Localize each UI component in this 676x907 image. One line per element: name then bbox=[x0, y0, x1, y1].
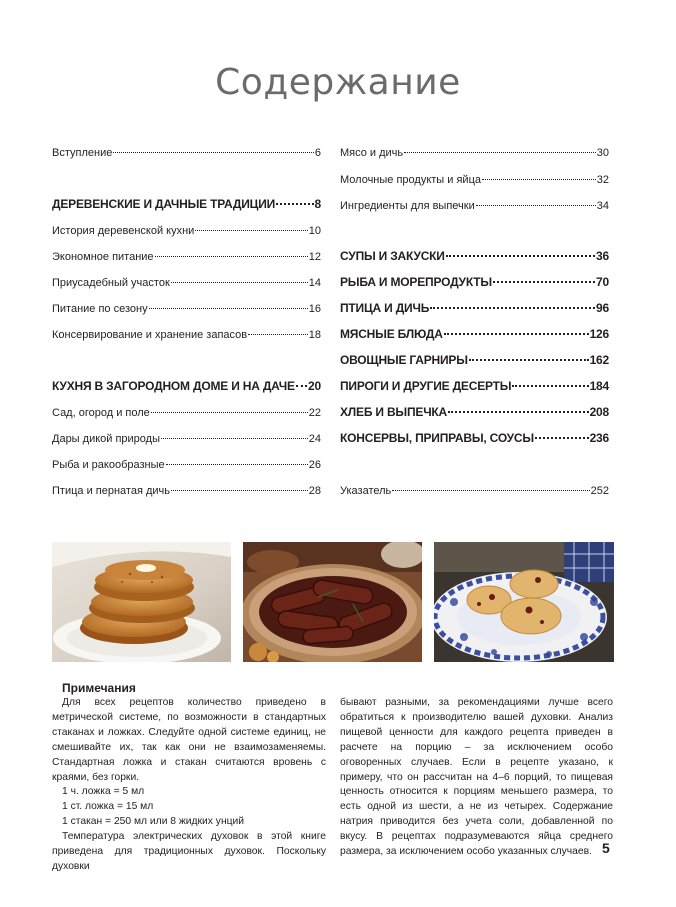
toc-entry-page: 96 bbox=[596, 301, 609, 315]
toc-section[interactable] bbox=[340, 352, 609, 368]
toc-entry-page: 28 bbox=[308, 485, 321, 497]
cookies-photo bbox=[434, 542, 614, 662]
toc-leader bbox=[161, 428, 308, 439]
toc-entry-label: История деревенской кухни bbox=[52, 225, 195, 237]
toc-entry-page: 252 bbox=[590, 485, 609, 497]
toc-section[interactable] bbox=[340, 378, 609, 394]
sausages-photo bbox=[243, 542, 422, 662]
toc-leader bbox=[446, 246, 595, 257]
toc-leader bbox=[469, 350, 589, 361]
toc-leader bbox=[392, 480, 589, 491]
notes-left-column bbox=[52, 696, 326, 875]
toc-entry-label: ПТИЦА И ДИЧЬ bbox=[340, 301, 430, 315]
toc-entry[interactable] bbox=[52, 327, 321, 343]
toc-section[interactable] bbox=[340, 326, 609, 342]
toc-entry-page: 26 bbox=[308, 459, 321, 471]
toc-leader bbox=[296, 376, 307, 387]
toc-leader bbox=[195, 220, 307, 231]
notes-paragraph: бывают разными, за рекомендациями лучше всего обратиться к производителю вашей духовки. Анализ пищевой ценности для каждого рецепта приведен в расчете на порцию – за исключением особо оговоренных случаев. Если в рецепте указано, к примеру, что он рассчитан на 4–6 порций, то пищевая ценность относится к порциям меньшего размера, то есть одной из шести, а не из четырех. Содержание натрия приводится без учета соли, добавленной по вкусу. В рецептах подразумеваются яйца среднего размера, за исключением особо указанных случаев. bbox=[340, 697, 613, 858]
toc-entry-page: 12 bbox=[308, 251, 321, 263]
toc-section[interactable] bbox=[340, 248, 609, 264]
notes-heading: Примечания bbox=[62, 681, 136, 695]
toc-leader bbox=[166, 454, 308, 465]
page-title: Содержание bbox=[215, 62, 461, 103]
toc-entry-page: 162 bbox=[589, 353, 609, 367]
toc-entry-page: 70 bbox=[596, 275, 609, 289]
toc-entry-label: Мясо и дичь bbox=[340, 147, 404, 159]
toc-entry-label: Экономное питание bbox=[52, 251, 154, 263]
toc-entry-page: 8 bbox=[314, 197, 321, 211]
toc-entry-label: Сад, огород и поле bbox=[52, 407, 150, 419]
notes-unit-line: 1 стакан = 250 мл или 8 жидких унций bbox=[62, 816, 245, 828]
toc-section[interactable] bbox=[52, 196, 321, 212]
toc-entry-label: ДЕРЕВЕНСКИЕ И ДАЧНЫЕ ТРАДИЦИИ bbox=[52, 197, 276, 211]
toc-entry[interactable] bbox=[52, 145, 321, 161]
toc-entry-page: 208 bbox=[589, 405, 609, 419]
toc-leader bbox=[248, 324, 308, 335]
toc-section[interactable] bbox=[340, 274, 609, 290]
toc-entry-page: 10 bbox=[308, 225, 321, 237]
toc-entry[interactable] bbox=[52, 249, 321, 265]
page-number: 5 bbox=[602, 840, 610, 856]
toc-section[interactable] bbox=[340, 404, 609, 420]
notes-unit-line: 1 ст. ложка = 15 мл bbox=[62, 801, 154, 813]
toc-entry-page: 126 bbox=[589, 327, 609, 341]
toc-leader bbox=[482, 169, 596, 180]
toc-entry[interactable] bbox=[52, 431, 321, 447]
toc-leader bbox=[448, 402, 589, 413]
notes-paragraph: Температура электрических духовок в этой книге приведена для традиционных духовок. Поскольку духовки bbox=[52, 831, 326, 872]
toc-entry-page: 6 bbox=[314, 147, 321, 159]
notes-right-column bbox=[340, 696, 613, 860]
toc-entry-page: 34 bbox=[596, 200, 609, 212]
toc-section[interactable] bbox=[52, 378, 321, 394]
toc-leader bbox=[430, 298, 595, 309]
toc-entry-page: 22 bbox=[308, 407, 321, 419]
toc-entry-label: Вступление bbox=[52, 147, 113, 159]
toc-leader bbox=[155, 246, 308, 257]
toc-leader bbox=[512, 376, 588, 387]
toc-entry-page: 18 bbox=[308, 329, 321, 341]
toc-entry-page: 236 bbox=[589, 431, 609, 445]
toc-leader bbox=[171, 272, 308, 283]
toc-entry-label: Консервирование и хранение запасов bbox=[52, 329, 248, 341]
toc-section[interactable] bbox=[340, 430, 609, 446]
toc-leader bbox=[151, 402, 308, 413]
toc-entry-label: КОНСЕРВЫ, ПРИПРАВЫ, СОУСЫ bbox=[340, 431, 534, 445]
toc-entry-label: СУПЫ И ЗАКУСКИ bbox=[340, 249, 445, 263]
toc-leader bbox=[444, 324, 589, 335]
toc-entry-label: Молочные продукты и яйца bbox=[340, 174, 481, 186]
toc-entry-label: Рыба и ракообразные bbox=[52, 459, 165, 471]
toc-entry-page: 184 bbox=[589, 379, 609, 393]
toc-leader bbox=[476, 195, 596, 206]
notes-paragraph: Для всех рецептов количество приведено в метрической системе, по возможности в стандартных стаканах и ложках. Следуйте одной системе единиц, не смешивайте их, так как они не взаимозаменяемы. Стандартная ложка и стакан считаются вровень с краями, без горки. bbox=[52, 697, 326, 783]
toc-entry-page: 32 bbox=[596, 174, 609, 186]
toc-entry-label: ОВОЩНЫЕ ГАРНИРЫ bbox=[340, 353, 468, 367]
toc-entry[interactable] bbox=[340, 145, 609, 161]
toc-entry-label: ПИРОГИ И ДРУГИЕ ДЕСЕРТЫ bbox=[340, 379, 512, 393]
toc-entry-page: 14 bbox=[308, 277, 321, 289]
toc-entry-page: 30 bbox=[596, 147, 609, 159]
toc-entry-page: 36 bbox=[596, 249, 609, 263]
toc-leader bbox=[493, 272, 595, 283]
toc-entry-label: Птица и пернатая дичь bbox=[52, 485, 170, 497]
toc-entry[interactable] bbox=[52, 223, 321, 239]
toc-leader bbox=[276, 194, 313, 205]
pancakes-photo bbox=[52, 542, 231, 662]
toc-leader bbox=[149, 298, 308, 309]
notes-unit-line: 1 ч. ложка = 5 мл bbox=[62, 786, 145, 798]
toc-entry[interactable] bbox=[52, 275, 321, 291]
toc-entry-label: КУХНЯ В ЗАГОРОДНОМ ДОМЕ И НА ДАЧЕ bbox=[52, 379, 295, 393]
toc-entry[interactable] bbox=[340, 198, 609, 214]
toc-entry-label: Ингредиенты для выпечки bbox=[340, 200, 475, 212]
toc-leader bbox=[113, 142, 314, 153]
toc-entry-page: 20 bbox=[308, 379, 321, 393]
toc-entry-label: Дары дикой природы bbox=[52, 433, 161, 445]
toc-entry[interactable] bbox=[52, 301, 321, 317]
toc-entry-label: ХЛЕБ И ВЫПЕЧКА bbox=[340, 405, 448, 419]
toc-entry[interactable] bbox=[52, 483, 321, 499]
toc-leader bbox=[171, 480, 308, 491]
toc-entry-label: МЯСНЫЕ БЛЮДА bbox=[340, 327, 443, 341]
toc-leader bbox=[535, 428, 589, 439]
toc-entry[interactable] bbox=[52, 457, 321, 473]
toc-entry[interactable] bbox=[52, 405, 321, 421]
toc-entry-label: Питание по сезону bbox=[52, 303, 148, 315]
toc-entry-page: 24 bbox=[308, 433, 321, 445]
toc-section[interactable] bbox=[340, 300, 609, 316]
toc-entry-label: Приусадебный участок bbox=[52, 277, 170, 289]
toc-entry-label: РЫБА И МОРЕПРОДУКТЫ bbox=[340, 275, 492, 289]
toc-entry[interactable] bbox=[340, 483, 609, 499]
toc-leader bbox=[404, 142, 596, 153]
toc-entry-label: Указатель bbox=[340, 485, 392, 497]
toc-entry-page: 16 bbox=[308, 303, 321, 315]
toc-entry[interactable] bbox=[340, 172, 609, 188]
